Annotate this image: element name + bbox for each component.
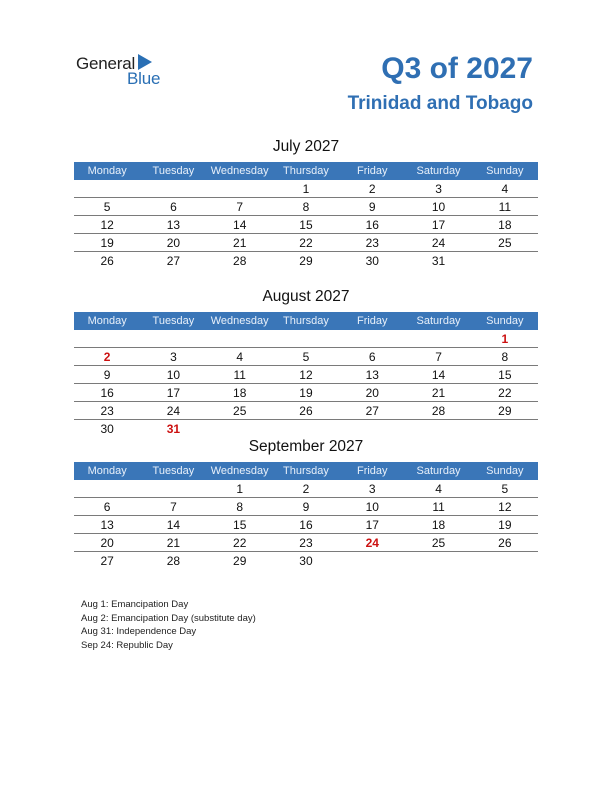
day-cell: 29 [233,554,247,568]
day-cell: 5 [501,482,509,496]
day-cell: 18 [498,218,512,232]
holiday-note: Sep 24: Republic Day [81,639,173,651]
week-row [74,348,538,366]
day-cell: 22 [233,536,247,550]
day-cell: 20 [100,536,114,550]
day-cell: 7 [236,200,244,214]
week-row [74,552,538,569]
day-cell: 16 [299,518,313,532]
day-cell: 13 [100,518,114,532]
empty-day-cell [74,180,140,197]
day-cell: 15 [498,368,512,382]
day-cell: 11 [432,500,445,514]
day-cell: 2 [368,182,376,196]
day-cell: 14 [233,218,247,232]
day-cell: 14 [166,518,181,532]
week-row [74,534,538,552]
weekday-label: Wednesday [210,315,269,327]
logo-flag-icon [138,54,152,70]
weekday-label: Thursday [283,465,329,477]
day-cell: 27 [166,254,181,268]
day-cell: 9 [368,200,376,214]
day-cell: 9 [103,368,111,382]
week-row [74,420,538,437]
day-cell: 18 [431,518,446,532]
day-cell: 9 [302,500,310,514]
empty-day-cell [472,252,538,269]
day-cell: 4 [501,182,509,196]
holiday-note: Aug 2: Emancipation Day (substitute day) [81,612,256,624]
empty-day-cell [74,480,140,497]
day-cell: 5 [302,350,310,364]
month-title: July 2027 [272,138,340,155]
day-cell: 6 [103,500,111,514]
day-cell: 11 [498,200,512,214]
day-cell: 27 [100,554,114,568]
day-cell: 17 [365,518,379,532]
day-cell: 6 [170,200,177,214]
empty-day-cell [273,420,339,437]
page-title: Q3 of 2027 [381,52,533,85]
weekday-label: Sunday [486,465,524,477]
weekday-label: Tuesday [152,465,195,477]
day-cell: 30 [365,254,379,268]
weekday-label: Sunday [486,315,524,327]
day-cell: 3 [170,350,177,364]
week-row [74,480,538,498]
day-cell: 4 [435,482,442,496]
empty-day-cell [339,420,405,437]
empty-day-cell [472,552,538,569]
day-cell: 2 [103,350,111,364]
logo-word-general: General [76,54,136,73]
day-cell: 25 [431,536,446,550]
day-cell: 11 [233,368,246,382]
day-cell: 23 [299,536,313,550]
day-cell: 26 [100,254,114,268]
holiday-note: Aug 31: Independence Day [81,626,197,637]
empty-day-cell [74,330,140,347]
weekday-label: Wednesday [210,465,269,477]
day-cell: 8 [302,200,310,214]
day-cell: 29 [299,254,313,268]
day-cell: 28 [166,554,181,568]
day-cell: 26 [498,536,512,550]
day-cell: 14 [431,368,446,382]
day-cell: 13 [365,368,379,382]
empty-day-cell [472,420,538,437]
day-cell: 23 [365,236,379,250]
day-cell: 7 [435,350,442,364]
day-cell: 8 [236,500,244,514]
day-cell: 30 [299,554,313,568]
day-cell: 12 [100,218,114,232]
day-cell: 1 [236,482,244,496]
day-cell: 21 [166,536,181,550]
month-title: August 2027 [262,288,350,305]
day-cell: 28 [233,254,247,268]
week-row [74,216,538,234]
day-cell: 19 [498,518,512,532]
day-cell: 1 [302,182,310,196]
weekday-label: Friday [356,315,388,327]
day-cell: 30 [100,422,114,436]
day-cell: 22 [498,386,512,400]
weekday-label: Monday [87,165,127,177]
day-cell: 15 [299,218,313,232]
empty-day-cell [207,330,273,347]
day-cell: 10 [365,500,379,514]
day-cell: 27 [365,404,379,418]
weekday-label: Monday [87,315,127,327]
day-cell: 17 [166,386,181,400]
logo [76,54,176,90]
day-cell: 1 [501,332,509,346]
day-cell: 15 [233,518,247,532]
weekday-label: Saturday [416,465,461,477]
day-cell: 29 [498,404,512,418]
day-cell: 26 [299,404,313,418]
month-calendar [74,136,538,269]
day-cell: 19 [100,236,114,250]
weekday-label: Saturday [416,315,461,327]
day-cell: 23 [100,404,114,418]
week-row [74,252,538,269]
week-row [74,198,538,216]
day-cell: 3 [435,182,442,196]
week-row [74,384,538,402]
day-cell: 6 [368,350,376,364]
day-cell: 12 [498,500,512,514]
day-cell: 2 [302,482,310,496]
empty-day-cell [405,420,471,437]
month-calendar [74,286,538,437]
week-row [74,516,538,534]
day-cell: 19 [299,386,313,400]
empty-day-cell [140,480,206,497]
weekday-header [74,162,538,180]
day-cell: 25 [233,404,247,418]
weekday-label: Thursday [283,315,329,327]
weekday-label: Tuesday [152,315,195,327]
empty-day-cell [140,180,206,197]
weekday-label: Saturday [416,165,461,177]
week-row [74,234,538,252]
empty-day-cell [405,330,471,347]
day-cell: 4 [236,350,244,364]
weekday-label: Tuesday [152,165,195,177]
holiday-notes [81,598,256,652]
day-cell: 16 [365,218,379,232]
weekday-label: Friday [356,165,388,177]
empty-day-cell [273,330,339,347]
day-cell: 17 [431,218,446,232]
empty-day-cell [405,552,471,569]
month-calendar [74,436,538,569]
day-cell: 25 [498,236,512,250]
day-cell: 3 [368,482,376,496]
day-cell: 20 [365,386,379,400]
weekday-header [74,462,538,480]
logo-word-blue: Blue [127,69,161,88]
day-cell: 8 [501,350,509,364]
day-cell: 16 [100,386,114,400]
day-cell: 10 [166,368,181,382]
holiday-note: Aug 1: Emancipation Day [81,599,189,610]
day-cell: 10 [431,200,446,214]
day-cell: 31 [431,254,446,268]
week-row [74,498,538,516]
day-cell: 5 [103,200,111,214]
day-cell: 20 [166,236,181,250]
weekday-label: Monday [87,465,127,477]
empty-day-cell [339,330,405,347]
week-row [74,366,538,384]
week-row [74,402,538,420]
day-cell: 21 [233,236,247,250]
day-cell: 21 [431,386,446,400]
empty-day-cell [339,552,405,569]
weekday-label: Wednesday [210,165,269,177]
day-cell: 24 [365,536,379,550]
day-cell: 24 [431,236,446,250]
weekday-label: Sunday [486,165,524,177]
day-cell: 22 [299,236,313,250]
day-cell: 31 [166,422,181,436]
day-cell: 18 [233,386,247,400]
day-cell: 24 [166,404,181,418]
month-title: September 2027 [248,438,364,455]
empty-day-cell [207,420,273,437]
weekday-label: Thursday [283,165,329,177]
country-subtitle: Trinidad and Tobago [347,93,533,114]
empty-day-cell [140,330,206,347]
day-cell: 28 [431,404,446,418]
weekday-label: Friday [356,465,388,477]
day-cell: 13 [166,218,181,232]
empty-day-cell [207,180,273,197]
week-row [74,180,538,198]
week-row [74,330,538,348]
weekday-header [74,312,538,330]
day-cell: 12 [299,368,313,382]
day-cell: 7 [170,500,177,514]
